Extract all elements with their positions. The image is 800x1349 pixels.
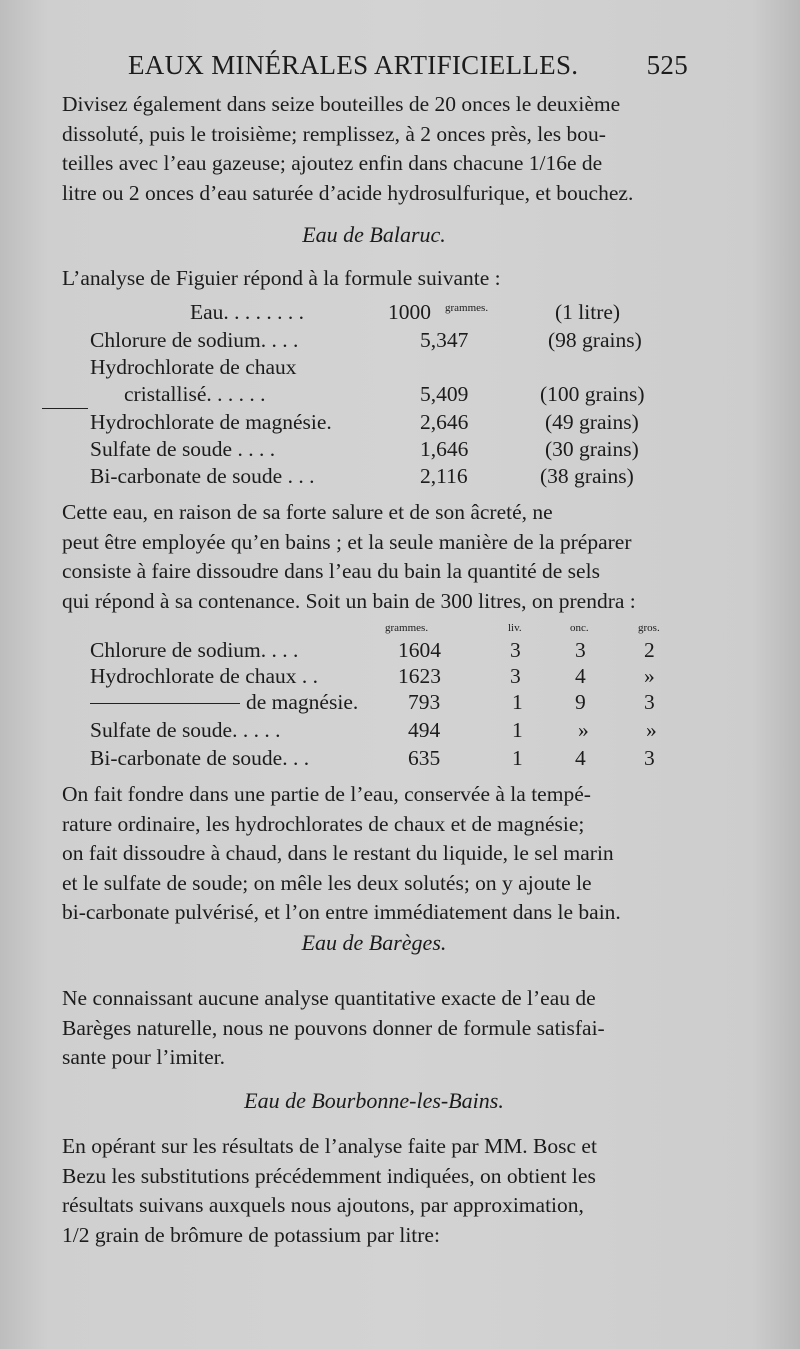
ingredient-alt: (30 grains) (545, 437, 639, 461)
section-heading-bareges: Eau de Barèges. (301, 930, 447, 955)
grammes-value: 1623 (398, 664, 441, 688)
ingredient-value: 5,347 (420, 328, 469, 352)
text-line: peut être employée qu’en bains ; et la seule manière de la préparer (62, 529, 632, 554)
text-line: qui répond à sa contenance. Soit un bain de 300 litres, on prendra : (62, 588, 636, 613)
text-line: L’analyse de Figuier répond à la formule suivante : (62, 266, 501, 290)
ingredient-alt: (98 grains) (548, 328, 642, 352)
text-line: résultats suivans auxquels nous ajoutons, par approximation, (62, 1193, 584, 1217)
ingredient-name: cristallisé. . . . . . (124, 382, 266, 406)
grammes-value: 1604 (398, 638, 441, 662)
balaruc-closing-paragraph (62, 780, 686, 928)
text-line: 1/2 grain de brômure de potassium par litre: (62, 1222, 440, 1247)
liv-value: 1 (512, 690, 523, 714)
column-header-gros: gros. (638, 622, 660, 634)
ingredient-value: 1000 (388, 300, 431, 324)
ingredient-alt: (1 litre) (555, 300, 621, 324)
ingredient-value: 1,646 (420, 437, 469, 461)
section-heading-balaruc: Eau de Balaruc. (302, 222, 446, 247)
text-line: On fait fondre dans une partie de l’eau, conservée à la tempé- (62, 782, 591, 806)
text-line: bi-carbonate pulvérisé, et l’on entre immédiatement dans le bain. (62, 900, 621, 924)
text-line: litre ou 2 onces d’eau saturée d’acide hydrosulfurique, et bouchez. (62, 180, 634, 205)
ingredient-name: Hydrochlorate de magnésie. (90, 410, 332, 434)
onc-value: 3 (575, 638, 586, 662)
grammes-value: 494 (408, 718, 441, 742)
gros-value: 2 (644, 638, 655, 662)
text-line: Divisez également dans seize bouteilles de 20 onces le deuxième (62, 92, 621, 116)
ingredient-name: Chlorure de sodium. . . . (90, 638, 299, 662)
text-line: Barèges naturelle, nous ne pouvons donner de formule satisfai- (62, 1015, 605, 1040)
ingredient-name: Chlorure de sodium. . . . (90, 328, 299, 352)
ditto-rule (90, 703, 240, 704)
gros-value: » (646, 718, 657, 742)
onc-value: » (578, 718, 589, 742)
onc-value: 4 (575, 664, 586, 688)
gros-value: 3 (644, 690, 655, 714)
onc-value: 9 (575, 690, 586, 714)
text-line: teilles avec l’eau gazeuse; ajoutez enfin dans chacune 1/16e de (62, 151, 603, 175)
ingredient-name: Sulfate de soude. . . . . (90, 718, 281, 742)
text-line: sante pour l’imiter. (62, 1045, 226, 1069)
grammes-value: 635 (408, 746, 441, 770)
underline-mark (42, 408, 88, 409)
liv-value: 1 (512, 718, 523, 742)
onc-value: 4 (575, 746, 586, 770)
ingredient-value: 2,116 (420, 464, 468, 488)
text-line: consiste à faire dissoudre dans l’eau du bain la quantité de sels (62, 559, 600, 583)
section-heading-bourbonne: Eau de Bourbonne-les-Bains. (244, 1088, 504, 1113)
units-label: grammes. (445, 302, 489, 314)
text-line: Ne connaissant aucune analyse quantitative exacte de l’eau de (62, 986, 596, 1010)
ingredient-name: Hydrochlorate de chaux (90, 355, 297, 379)
ingredient-name: Sulfate de soude . . . . (90, 437, 276, 461)
column-header-onc: onc. (570, 622, 589, 634)
bareges-paragraph (62, 984, 686, 1073)
text-line: rature ordinaire, les hydrochlorates de chaux et de magnésie; (62, 811, 585, 836)
ingredient-name: de magnésie. (246, 690, 359, 714)
running-title: EAUX MINÉRALES ARTIFICIELLES. (128, 50, 579, 80)
liv-value: 3 (510, 664, 521, 688)
ingredient-alt: (38 grains) (540, 464, 634, 488)
ingredient-name: Eau. . . . . . . . (190, 300, 305, 324)
ingredient-value: 5,409 (420, 382, 469, 406)
balaruc-paragraph (62, 498, 686, 616)
text-line: Cette eau, en raison de sa forte salure et de son âcreté, ne (62, 500, 553, 524)
ingredient-value: 2,646 (420, 410, 469, 434)
liv-value: 3 (510, 638, 521, 662)
ingredient-name: Hydrochlorate de chaux . . (90, 664, 319, 688)
text-line: En opérant sur les résultats de l’analyse faite par MM. Bosc et (62, 1134, 597, 1158)
text-line: Bezu les substitutions précédemment indiquées, on obtient les (62, 1163, 596, 1188)
grammes-value: 793 (408, 690, 441, 714)
text-line: et le sulfate de soude; on mêle les deux solutés; on y ajoute le (62, 870, 592, 895)
intro-paragraph (62, 90, 686, 208)
ingredient-name: Bi-carbonate de soude. . . (90, 746, 310, 770)
text-line: dissoluté, puis le troisième; remplissez, à 2 onces près, les bou- (62, 121, 606, 146)
bourbonne-paragraph (62, 1132, 686, 1250)
gros-value: » (644, 664, 655, 688)
balaruc-lead (62, 264, 686, 294)
liv-value: 1 (512, 746, 523, 770)
ingredient-alt: (100 grains) (540, 382, 645, 406)
gros-value: 3 (644, 746, 655, 770)
column-header-liv: liv. (508, 622, 522, 634)
ingredient-name: Bi-carbonate de soude . . . (90, 464, 315, 488)
column-header-grammes: grammes. (385, 622, 429, 634)
text-line: on fait dissoudre à chaud, dans le restant du liquide, le sel marin (62, 841, 614, 865)
page-number: 525 (646, 50, 688, 80)
ingredient-alt: (49 grains) (545, 410, 639, 434)
